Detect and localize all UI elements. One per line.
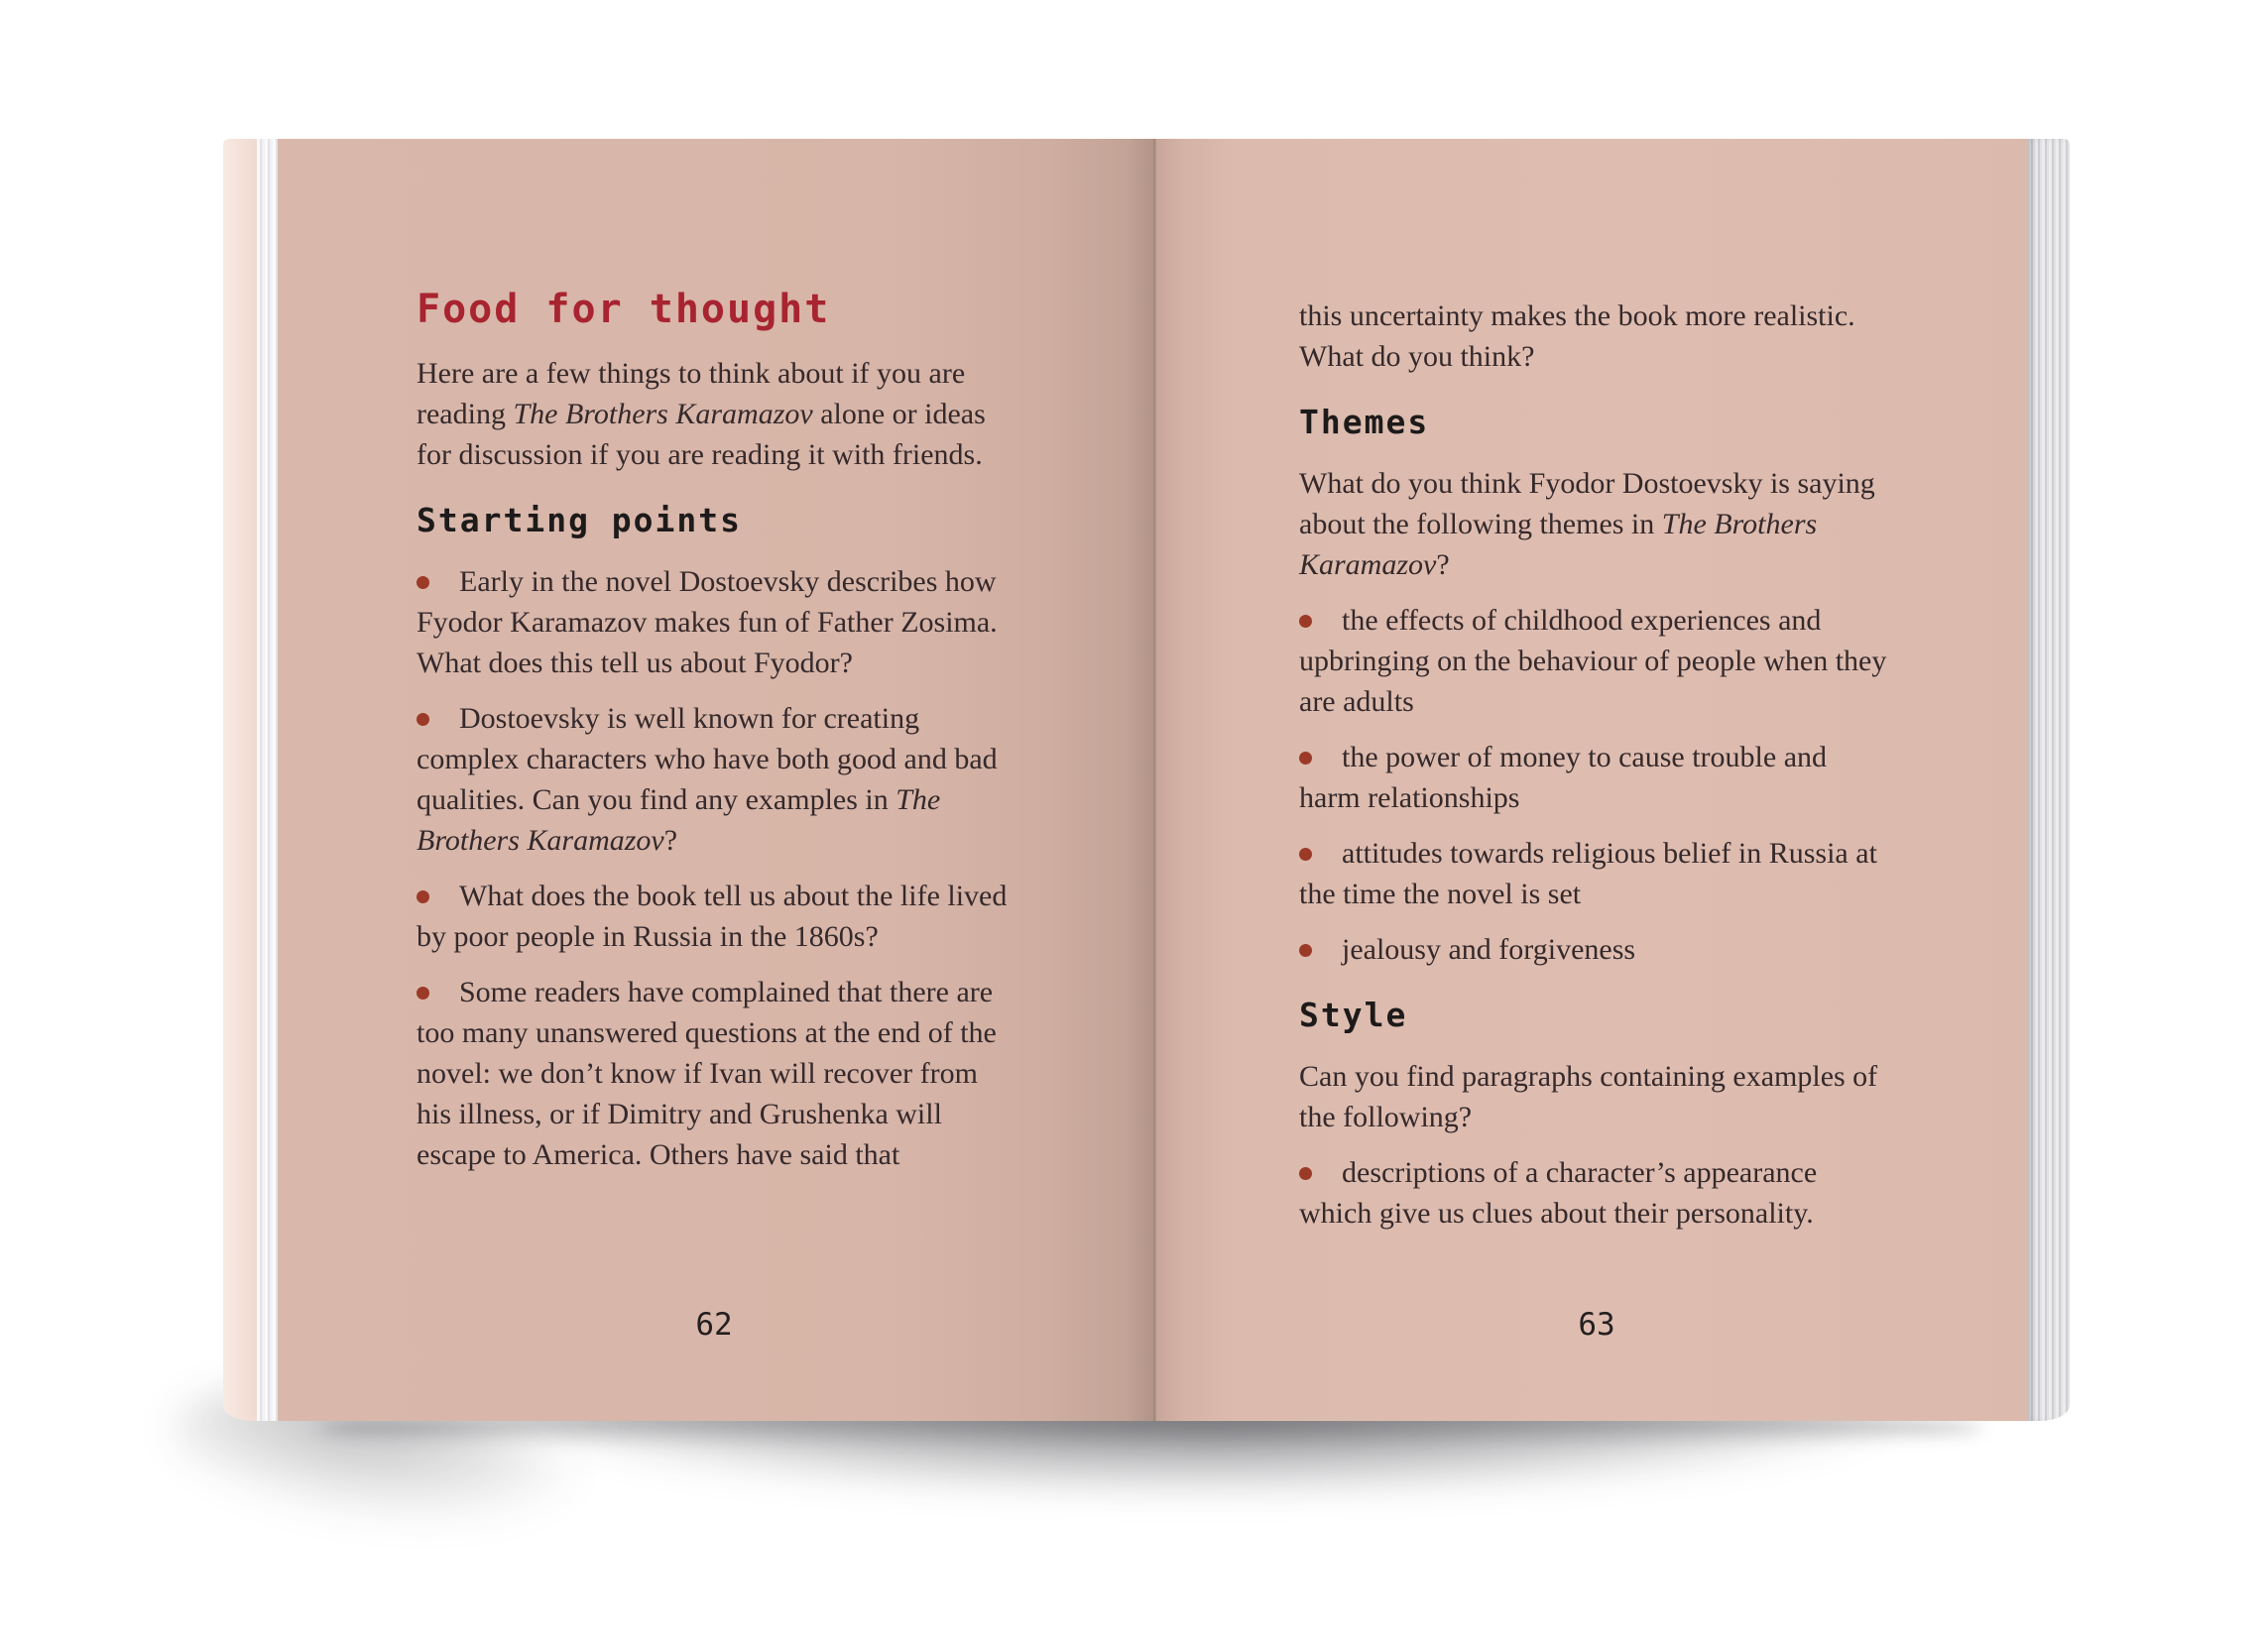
- intro-paragraph: [417, 353, 1012, 475]
- chapter-heading: Food for thought: [417, 287, 831, 332]
- bullet-text: the effects of childhood experiences and upbringing on the behaviour of people when they are adults: [1299, 604, 1887, 718]
- bullet-text: descriptions of a character’s appearance which give us clues about their personality.: [1299, 1156, 1818, 1230]
- page-number-62: 62: [695, 1307, 733, 1343]
- section-heading-style: Style: [1299, 996, 1408, 1034]
- section-heading-themes: Themes: [1299, 403, 1430, 441]
- bullet-item: [1299, 833, 1894, 914]
- open-book: [223, 139, 2070, 1421]
- section-heading-starting-points: Starting points: [417, 501, 743, 539]
- page-right: [1156, 139, 2028, 1421]
- bullet-dot: [417, 890, 429, 903]
- bullet-item: [417, 698, 1012, 861]
- bullet-dot: [417, 987, 429, 1000]
- page-number-63: 63: [1578, 1307, 1615, 1343]
- bullet-text-post: ?: [663, 824, 678, 857]
- bullet-dot: [417, 576, 429, 589]
- bullet-text: attitudes towards religious belief in Russia at the time the novel is set: [1299, 837, 1877, 910]
- intro-text-post: alone or ideas for discussion if you are reading it with friends.: [417, 398, 986, 471]
- bullet-item: [1299, 1152, 1894, 1234]
- intro-text-pre: Here are a few things to think about if you are reading: [417, 357, 966, 430]
- left-page-edges: [257, 139, 279, 1421]
- continuation-paragraph: this uncertainty makes the book more realistic. What do you think?: [1299, 299, 1855, 373]
- themes-intro-pre: What do you think Fyodor Dostoevsky is saying about the following themes in: [1299, 467, 1875, 540]
- bullet-text: the power of money to cause trouble and harm relationships: [1299, 741, 1828, 814]
- bullet-item: [417, 972, 1012, 1175]
- bullet-text: jealousy and forgiveness: [1342, 933, 1636, 966]
- bullet-item: [417, 876, 1012, 957]
- left-cover-edge: [223, 139, 257, 1421]
- page-left: [278, 139, 1153, 1421]
- left-page-content: [417, 286, 1012, 1190]
- right-page-content: [1299, 295, 1894, 1248]
- bullet-item: [1299, 737, 1894, 818]
- bullet-dot: [1299, 752, 1312, 765]
- bullet-item: [1299, 600, 1894, 722]
- book-title-italic: The Brothers Karamazov: [1299, 508, 1818, 581]
- bullet-item: [1299, 929, 1894, 970]
- bullet-dot: [1299, 615, 1312, 628]
- bullet-text: What does the book tell us about the life lived by poor people in Russia in the 1860s?: [417, 880, 1008, 953]
- bullet-dot: [1299, 944, 1312, 957]
- bullet-text: Dostoevsky is well known for creating complex characters who have both good and bad qualities. Can you find any examples in: [417, 702, 998, 816]
- bullet-text: Early in the novel Dostoevsky describes how Fyodor Karamazov makes fun of Father Zosima. What does this tell us about Fyodor?: [417, 565, 998, 679]
- themes-intro-post: ?: [1436, 548, 1450, 581]
- style-intro-paragraph: Can you find paragraphs containing examples of the following?: [1299, 1060, 1878, 1133]
- bullet-dot: [1299, 1167, 1312, 1180]
- bullet-item: [417, 561, 1012, 683]
- right-page-edges: [2028, 139, 2070, 1421]
- book-title-italic: The Brothers Karamazov: [417, 783, 941, 857]
- book-title-italic: The Brothers Karamazov: [513, 398, 813, 430]
- bullet-dot: [1299, 848, 1312, 861]
- bullet-dot: [417, 713, 429, 726]
- bullet-text: Some readers have complained that there are too many unanswered questions at the end of the novel: we don’t know if Ivan will recover from his illness, or if Dimitry and Grushenka will escape to America. Others have said that: [417, 976, 997, 1171]
- themes-intro-paragraph: [1299, 463, 1894, 585]
